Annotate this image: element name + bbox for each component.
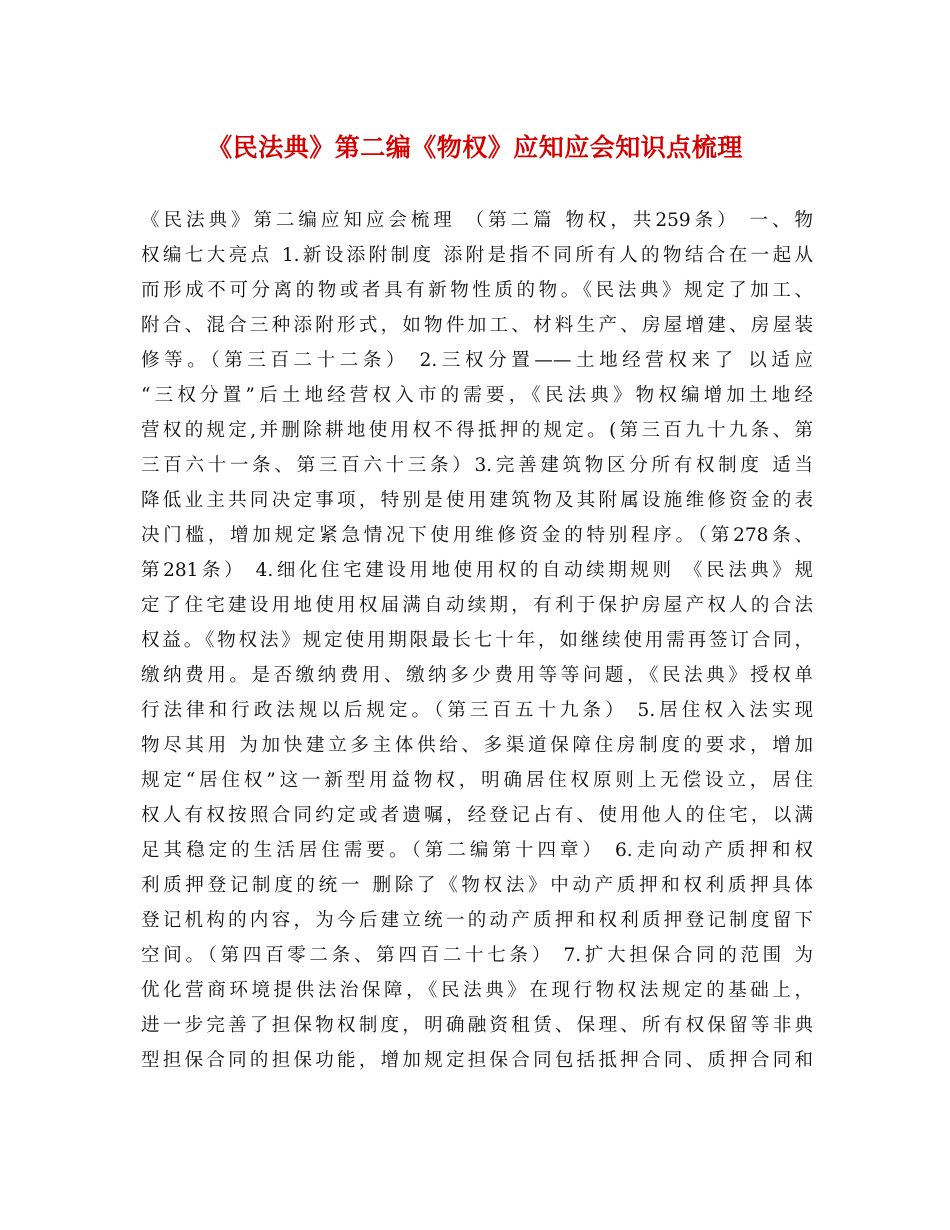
body-line: 定了住宅建设用地使用权届满自动续期，有利于保护房屋产权人的合法 bbox=[141, 595, 813, 616]
body-line: 权编七大亮点 1.新设添附制度 添附是指不同所有人的物结合在一起从 bbox=[141, 245, 813, 266]
body-line: 权人有权按照合同约定或者遗嘱，经登记占有、使用他人的住宅，以满 bbox=[141, 805, 813, 826]
body-line: 修等。（第三百二十二条） 2.三权分置——土地经营权来了 以适应 bbox=[141, 350, 813, 371]
body-line: 进一步完善了担保物权制度，明确融资租赁、保理、所有权保留等非典 bbox=[141, 1015, 813, 1036]
body-line: 空间。（第四百零二条、第四百二十七条） 7.扩大担保合同的范围 为 bbox=[141, 945, 813, 966]
body-line: 降低业主共同决定事项，特别是使用建筑物及其附属设施维修资金的表 bbox=[141, 490, 813, 511]
body-line: 三百六十一条、第三百六十三条）3.完善建筑物区分所有权制度 适当 bbox=[141, 455, 813, 476]
body-line: 营权的规定,并删除耕地使用权不得抵押的规定。(第三百九十九条、第 bbox=[141, 420, 813, 441]
document-body bbox=[141, 203, 813, 1078]
body-line: 利质押登记制度的统一 删除了《物权法》中动产质押和权利质押具体 bbox=[141, 875, 813, 896]
body-line: 足其稳定的生活居住需要。（第二编第十四章） 6.走向动产质押和权 bbox=[141, 840, 813, 861]
body-line: 《民法典》第二编应知应会梳理 （第二篇 物权，共259条） 一、物 bbox=[141, 210, 813, 231]
body-line: 物尽其用 为加快建立多主体供给、多渠道保障住房制度的要求，增加 bbox=[141, 735, 813, 756]
body-line: 行法律和行政法规以后规定。（第三百五十九条） 5.居住权入法实现 bbox=[141, 700, 813, 721]
body-line: 规定“居住权”这一新型用益物权，明确居住权原则上无偿设立，居住 bbox=[141, 770, 813, 791]
body-line: 附合、混合三种添附形式，如物件加工、材料生产、房屋增建、房屋装 bbox=[141, 315, 813, 336]
body-line: 第281条） 4.细化住宅建设用地使用权的自动续期规则 《民法典》规 bbox=[141, 560, 813, 581]
body-line: 优化营商环境提供法治保障，《民法典》在现行物权法规定的基础上， bbox=[141, 980, 813, 1001]
document-title: 《民法典》第二编《物权》应知应会知识点梳理 bbox=[207, 133, 743, 162]
body-line: 决门槛，增加规定紧急情况下使用维修资金的特别程序。（第278条、 bbox=[141, 525, 813, 546]
body-line: 缴纳费用。是否缴纳费用、缴纳多少费用等等问题，《民法典》授权单 bbox=[141, 665, 813, 686]
body-line: 型担保合同的担保功能，增加规定担保合同包括抵押合同、质押合同和 bbox=[141, 1050, 813, 1071]
body-line: 而形成不可分离的物或者具有新物性质的物。《民法典》规定了加工、 bbox=[141, 280, 813, 301]
body-line: 权益。《物权法》规定使用期限最长七十年，如继续使用需再签订合同， bbox=[141, 630, 813, 651]
body-line: “三权分置”后土地经营权入市的需要，《民法典》物权编增加土地经 bbox=[141, 385, 813, 406]
body-line: 登记机构的内容，为今后建立统一的动产质押和权利质押登记制度留下 bbox=[141, 910, 813, 931]
